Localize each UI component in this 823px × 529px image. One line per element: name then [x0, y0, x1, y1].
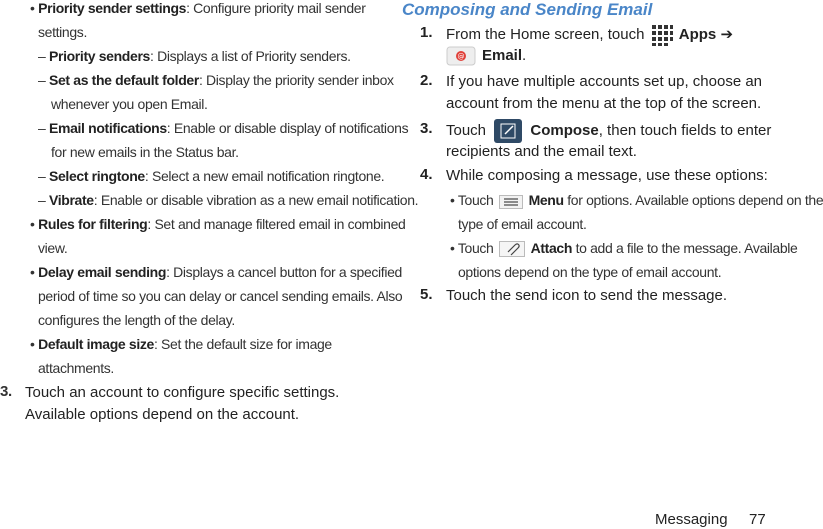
term: Delay email sending	[38, 264, 167, 280]
footer-section-name: Messaging	[655, 511, 728, 528]
option-text: to add a file to the message. Available	[575, 240, 798, 256]
step-3	[446, 118, 771, 144]
step-text: Touch the send icon to send the message.	[446, 287, 728, 304]
step-1	[446, 24, 733, 46]
step-text-cont: Available options depend on the account.	[25, 406, 300, 423]
term: Rules for filtering	[38, 216, 148, 232]
sub-default-folder	[38, 70, 394, 90]
description: : Set the default size for image	[153, 336, 332, 352]
description: : Displays a cancel button for a specified	[166, 264, 402, 280]
description: : Display the priority sender inbox	[198, 72, 394, 88]
step-number: 4.	[420, 166, 433, 183]
sub-email-notifications	[38, 118, 408, 138]
option-menu	[450, 190, 823, 210]
term: Default image size	[38, 336, 154, 352]
sub-priority-senders	[38, 46, 351, 66]
email-label: Email	[482, 47, 523, 64]
dash: –	[38, 168, 46, 184]
arrow-icon: ➔	[720, 25, 734, 43]
bullet-dot: •	[30, 216, 35, 232]
menu-label: Menu	[528, 192, 564, 208]
term: Email notifications	[48, 120, 167, 136]
description: : Enable or disable display of notifications	[166, 120, 409, 136]
punctuation: .	[522, 47, 527, 64]
step-number: 3.	[420, 120, 433, 137]
bullet-default-image-size	[30, 334, 332, 354]
bullet-dot: •	[450, 240, 455, 256]
bullet-dot: •	[450, 192, 455, 208]
step-text: Touch an account to configure specific settings.	[25, 384, 340, 401]
option-attach	[450, 238, 798, 258]
apps-grid-icon	[651, 24, 673, 46]
svg-text:@: @	[457, 52, 465, 61]
description-cont: attachments.	[38, 360, 114, 376]
step-text: Touch	[446, 121, 487, 139]
step-number: 3.	[0, 383, 12, 400]
step-text: If you have multiple accounts set up, choose an	[446, 73, 763, 90]
step-number: 5.	[420, 286, 433, 303]
sub-select-ringtone	[38, 166, 384, 186]
menu-icon	[499, 194, 523, 208]
description-cont: view.	[38, 240, 68, 256]
description-cont: period of time so you can delay or cancel sending emails. Also	[38, 288, 403, 304]
apps-label: Apps	[678, 25, 717, 43]
bullet-dot: •	[30, 336, 35, 352]
step-text-cont: account from the menu at the top of the screen.	[446, 95, 762, 112]
term: Priority sender settings	[38, 0, 187, 16]
compose-label: Compose	[530, 121, 599, 139]
option-text: Touch	[457, 192, 494, 208]
description: : Configure priority mail sender	[186, 0, 366, 16]
attach-paperclip-icon	[499, 241, 525, 257]
bullet-dot: •	[30, 0, 35, 16]
description-cont: configures the length of the delay.	[38, 312, 235, 328]
description: : Select a new email notification ringtone.	[144, 168, 385, 184]
description-cont: settings.	[38, 24, 87, 40]
bullet-dot: •	[30, 264, 35, 280]
dash: –	[38, 48, 46, 64]
dash: –	[38, 72, 46, 88]
step-1-cont	[446, 46, 526, 66]
step-text-cont: recipients and the email text.	[446, 143, 637, 160]
step-number: 1.	[420, 24, 433, 41]
step-text: , then touch fields to enter	[598, 121, 772, 139]
term: Select ringtone	[48, 168, 145, 184]
option-text: Touch	[457, 240, 494, 256]
dash: –	[38, 192, 46, 208]
description: : Enable or disable vibration as a new email notification.	[93, 192, 419, 208]
sub-vibrate	[38, 190, 418, 210]
step-number: 2.	[420, 72, 433, 89]
option-text-cont: type of email account.	[458, 216, 587, 232]
bullet-delay-email-sending	[30, 262, 402, 282]
section-heading: Composing and Sending Email	[402, 0, 653, 19]
description: : Set and manage filtered email in combined	[147, 216, 406, 232]
option-text: for options. Available options depend on the	[567, 192, 823, 208]
dash: –	[38, 120, 46, 136]
description-cont: for new emails in the Status bar.	[51, 144, 239, 160]
step-text: From the Home screen, touch	[446, 25, 645, 43]
term: Set as the default folder	[48, 72, 199, 88]
term: Priority senders	[48, 48, 150, 64]
option-text-cont: options depend on the type of email account.	[458, 264, 722, 280]
description: : Displays a list of Priority senders.	[149, 48, 351, 64]
description-cont: whenever you open Email.	[51, 96, 208, 112]
email-app-icon	[446, 46, 476, 66]
step-text: While composing a message, use these options:	[446, 167, 768, 184]
attach-label: Attach	[530, 240, 573, 256]
page-number: 77	[749, 511, 766, 528]
bullet-rules-for-filtering	[30, 214, 405, 234]
compose-icon	[493, 118, 523, 144]
bullet-priority-sender-settings	[30, 0, 366, 18]
term: Vibrate	[48, 192, 94, 208]
